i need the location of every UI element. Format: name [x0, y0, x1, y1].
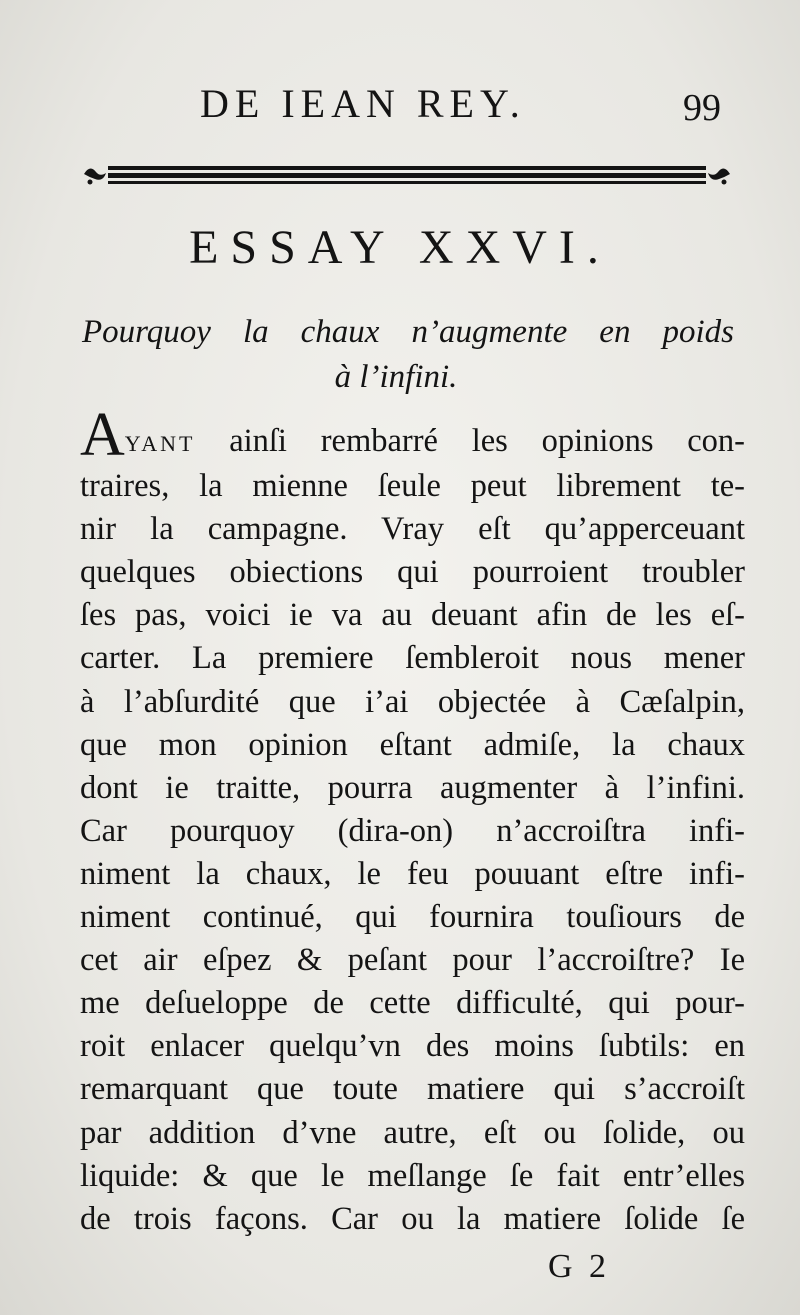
- text-line: niment continué, qui fournira touſiours de: [80, 899, 745, 936]
- page-number: 99: [683, 87, 721, 129]
- subtitle-line: à l’infini.: [334, 359, 458, 395]
- text-line: à l’abſurdité que i’ai objectée à Cæſalpin,: [80, 683, 745, 720]
- text-line: que mon opinion eſtant admiſe, la chaux: [80, 726, 745, 763]
- text-line: cet air eſpez & peſant pour l’accroiſtre? Ie: [80, 942, 745, 979]
- text-line: traires, la mienne ſeule peut librement te-: [80, 468, 745, 505]
- text-line: carter. La premiere ſembleroit nous mener: [80, 640, 745, 677]
- text-line: niment la chaux, le feu pouuant eſtre infi-: [80, 855, 745, 892]
- text-line-content: ainſi rembarré les opinions con-: [229, 423, 746, 459]
- text-line: par addition d’vne autre, eſt ou ſolide, ou: [80, 1114, 745, 1151]
- text-line: liquide: & que le meſlange ſe fait entr’elles: [80, 1157, 745, 1194]
- text-line: dont ie traitte, pourra augmenter à l’infini.: [80, 769, 745, 806]
- text-line: quelques obiections qui pourroient troubler: [80, 554, 745, 591]
- rule-right-ornament: [708, 168, 730, 184]
- page-header: [0, 72, 800, 132]
- drop-cap: A: [80, 401, 125, 469]
- text-line: roit enlacer quelqu’vn des moins ſubtils: en: [80, 1028, 745, 1065]
- body-paragraph: [80, 401, 746, 1241]
- text-line: nir la campagne. Vray eſt qu’apperceuant: [80, 511, 745, 548]
- subtitle-line: Pourquoy la chaux n’augmente en poids: [82, 314, 734, 350]
- ornamental-rule: [82, 158, 732, 192]
- printer-signature-mark: G 2: [548, 1248, 611, 1285]
- essay-title: ESSAY XXVI.: [189, 221, 611, 274]
- text-line: de trois façons. Car ou la matiere ſolide ſe: [80, 1200, 745, 1237]
- running-title: DE IEAN REY.: [200, 81, 526, 126]
- text-line: remarquant que toute matiere qui s’accroiſt: [80, 1071, 745, 1108]
- text-line: ſes pas, voici ie va au deuant afin de les eſ-: [80, 597, 745, 634]
- essay-subtitle: [82, 310, 734, 400]
- text-line: me deſueloppe de cette difficulté, qui pour-: [80, 985, 745, 1022]
- text-line: Car pourquoy (dira-on) n’accroiſtra infi-: [80, 812, 745, 849]
- rule-left-ornament: [84, 168, 106, 184]
- text-line: [80, 401, 746, 469]
- first-word-smallcaps: YANT: [124, 431, 196, 456]
